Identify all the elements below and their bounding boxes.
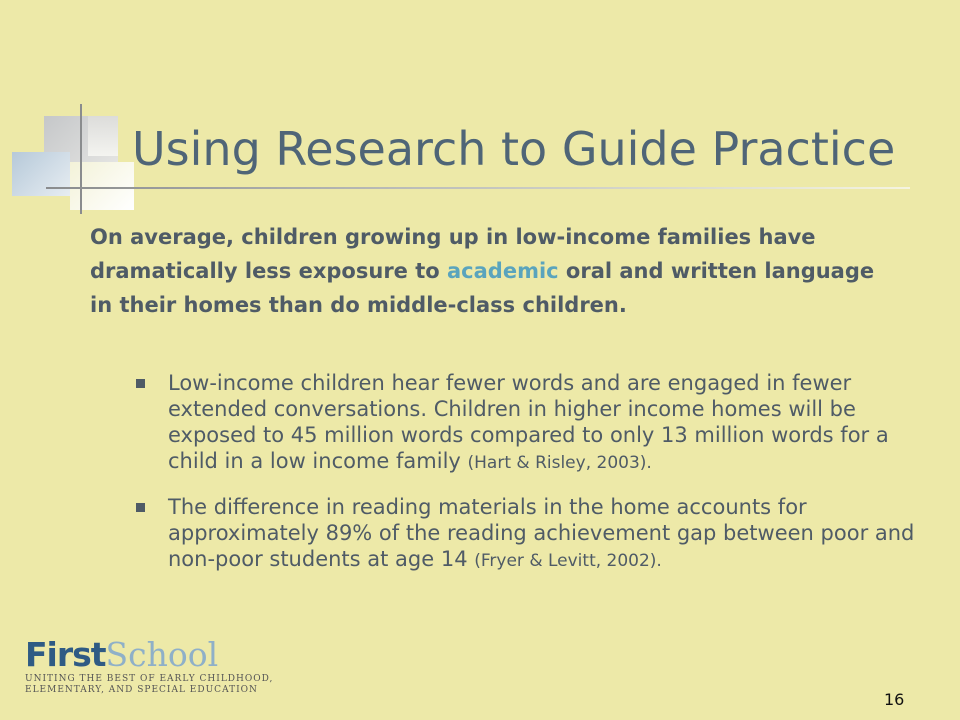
bullet-text: The difference in reading materials in the home accounts for approximately 89% of the reading achievement gap between poor and non-poor students at age 14 bbox=[168, 495, 915, 571]
lead-highlight: academic bbox=[447, 259, 559, 283]
logo-tagline-1: UNITING THE BEST OF EARLY CHILDHOOD, bbox=[25, 674, 274, 684]
bullet-text: Low-income children hear fewer words and are engaged in fewer extended conversations. Children in higher income homes will be exposed to 45 million words compared to only 13 million words for a child in a low income family bbox=[168, 371, 889, 473]
bullet-citation: (Fryer & Levitt, 2002). bbox=[474, 551, 662, 571]
lead-paragraph bbox=[90, 220, 890, 322]
title-underline bbox=[46, 187, 910, 189]
logo-school: School bbox=[105, 635, 219, 674]
bullet-citation: (Hart & Risley, 2003). bbox=[467, 453, 652, 473]
logo-first: First bbox=[25, 635, 106, 674]
square-bullet-icon bbox=[136, 503, 145, 512]
logo-wordmark bbox=[25, 636, 273, 674]
bullet-item bbox=[136, 494, 936, 574]
bullet-item bbox=[136, 370, 936, 476]
lead-text-start: On average, children growing up in low-income families have dramatically less exposure to bbox=[90, 225, 816, 283]
logo-tagline-2: ELEMENTARY, AND SPECIAL EDUCATION bbox=[25, 685, 258, 695]
decor-vertical-line bbox=[80, 104, 82, 214]
bullet-list bbox=[136, 370, 936, 592]
firstschool-logo bbox=[25, 636, 273, 696]
page-number: 16 bbox=[884, 690, 905, 709]
decor-square-light bbox=[88, 116, 118, 156]
lead-text-end: oral and written language in their homes than do middle-class children. bbox=[90, 259, 875, 317]
decor-square-blue bbox=[12, 152, 70, 196]
slide-title: Using Research to Guide Practice bbox=[132, 122, 896, 176]
square-bullet-icon bbox=[136, 379, 145, 388]
